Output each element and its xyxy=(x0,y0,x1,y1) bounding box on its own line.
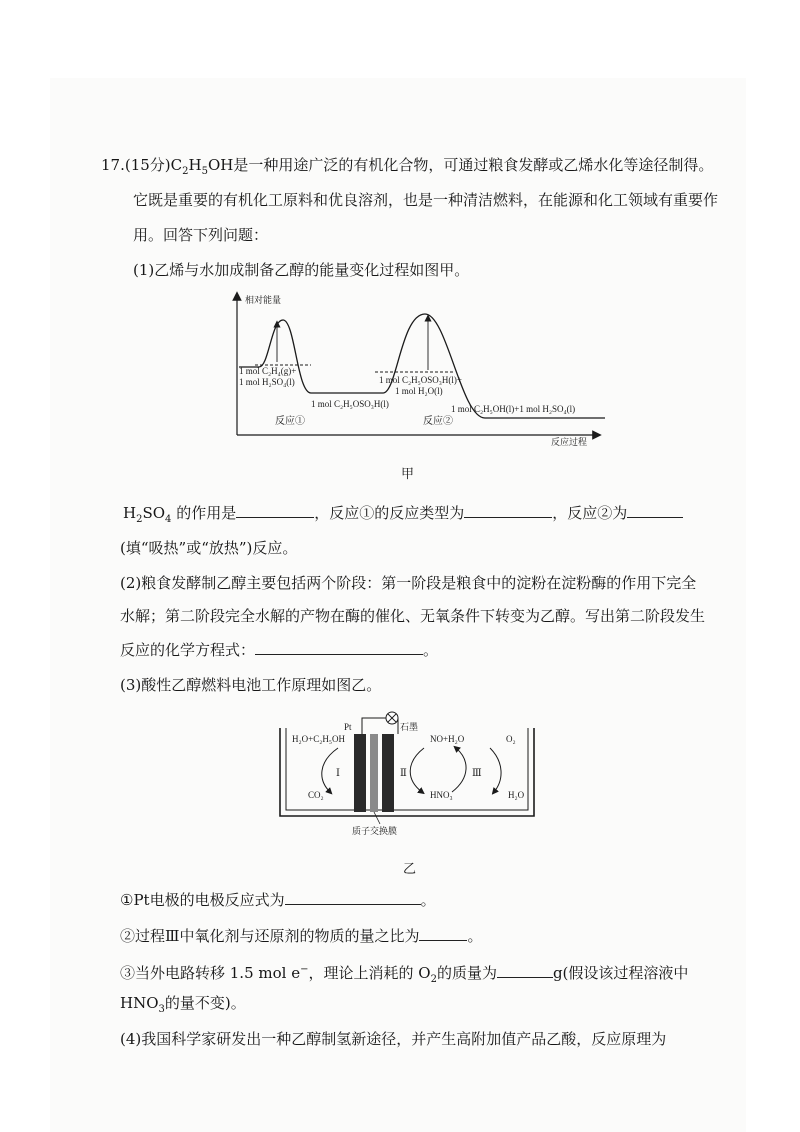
mid-input: NO+H₂O xyxy=(430,734,465,744)
reactant-line2: 1 mol H₂SO₄(l) xyxy=(239,377,295,387)
question-17-line3: 用。回答下列问题： xyxy=(133,226,269,244)
answer-blank-o2-mass[interactable] xyxy=(497,963,553,978)
reactant-line1: 1 mol C₂H₄(g)+ xyxy=(239,366,297,376)
left-input: H₂O+C₂H₅OH xyxy=(292,734,345,744)
answer-blank-equation[interactable] xyxy=(255,640,423,655)
process2-arrow xyxy=(410,748,424,792)
figure-b-caption: 乙 xyxy=(403,862,417,877)
answer-blank-ratio[interactable] xyxy=(419,926,467,941)
part3-q2: ②过程Ⅲ中氧化剂与还原剂的物质的量之比为 。 xyxy=(120,927,483,945)
formula-ethanol: $C_2H_5OH$ xyxy=(170,156,234,177)
answer-blank-reaction2-heat[interactable] xyxy=(627,503,683,518)
part1-question-line1: $H_2SO_4$ 的作用是 ，反应①的反应类型为 ，反应②为 xyxy=(123,503,683,530)
energy-diagram xyxy=(225,290,605,450)
question-17-line1: 17.(15分)$C_2H_5OH$是一种用途广泛的有机化合物，可通过粮食发酵或乙烯水化等途径制得。 xyxy=(101,156,714,177)
part2-line3: 反应的化学方程式： 。 xyxy=(120,641,439,659)
part1-intro: (1)乙烯与水加成制备乙醇的能量变化过程如图甲。 xyxy=(133,261,470,279)
graphite-electrode xyxy=(382,734,394,812)
process3-arrow-a xyxy=(452,748,466,792)
process1-label: Ⅰ xyxy=(336,768,340,779)
mid-output: HNO₃ xyxy=(430,790,453,800)
graphite-label: 石墨 xyxy=(400,722,419,732)
intermediate-plus-line2: 1 mol H₂O(l) xyxy=(395,386,443,396)
answer-blank-h2so4-role[interactable] xyxy=(236,503,314,518)
pt-label: Pt xyxy=(344,722,352,732)
question-score: (15分) xyxy=(124,156,171,174)
right-input: O₂ xyxy=(506,734,516,744)
part1-question-line2: (填“吸热”或“放热”)反应。 xyxy=(120,539,298,557)
process2-label: Ⅱ xyxy=(400,768,407,779)
question-17-line2: 它既是重要的有机化工原料和优良溶剂，也是一种清洁燃料，在能源和化工领域有重要作 xyxy=(133,191,719,209)
step1-label: 反应① xyxy=(275,416,305,427)
figure-a-caption: 甲 xyxy=(401,467,415,482)
membrane-label: 质子交换膜 xyxy=(352,826,398,836)
reaction2-curve xyxy=(355,314,605,418)
pt-electrode xyxy=(354,734,366,812)
process3-label: Ⅲ xyxy=(472,768,482,779)
answer-blank-electrode-reaction[interactable] xyxy=(285,890,421,905)
part2-line1: (2)粮食发酵制乙醇主要包括两个阶段：第一阶段是粮食中的淀粉在淀粉酶的作用下完全 xyxy=(120,574,697,592)
part3-intro: (3)酸性乙醇燃料电池工作原理如图乙。 xyxy=(120,676,382,694)
fuel-cell-diagram xyxy=(272,706,552,846)
part3-q3-line1: ③当外电路转移 1.5 mol e−，理论上消耗的 $O_2$的质量为 g(假设该过程溶液中 xyxy=(120,964,689,985)
step2-label: 反应② xyxy=(423,416,453,427)
y-axis-label: 相对能量 xyxy=(245,295,282,305)
part3-q3-line2: $HNO_3$的量不变)。 xyxy=(120,994,246,1015)
process3-arrow-b xyxy=(490,748,501,792)
left-output: CO₂ xyxy=(308,790,324,800)
proton-membrane xyxy=(370,734,378,812)
part4-line1: (4)我国科学家研发出一种乙醇制氢新途径，并产生高附加值产品乙酸，反应原理为 xyxy=(120,1030,667,1048)
x-axis-label: 反应过程 xyxy=(551,437,588,447)
product-label: 1 mol C₂H₅OH(l)+1 mol H₂SO₄(l) xyxy=(451,404,576,414)
part3-q1: ①Pt电极的电极反应式为 。 xyxy=(120,891,436,909)
part2-line2: 水解；第二阶段完全水解的产物在酶的催化、无氧条件下转变为乙醇。写出第二阶段发生 xyxy=(120,607,706,625)
intermediate-label: 1 mol C₂H₅OSO₃H(l) xyxy=(311,399,389,409)
intermediate-plus-line1: 1 mol C₂H₅OSO₃H(l)+ xyxy=(379,375,462,385)
answer-blank-reaction1-type[interactable] xyxy=(464,503,552,518)
question-number: 17. xyxy=(101,156,125,174)
right-output: H₂O xyxy=(508,790,525,800)
formula-h2so4: $H_2SO_4$ xyxy=(123,504,172,525)
